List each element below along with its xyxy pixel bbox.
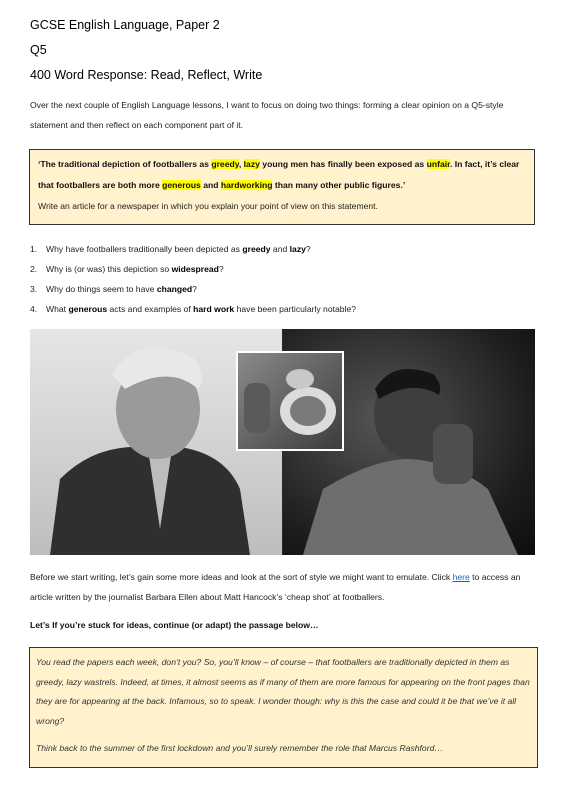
list-item (30, 279, 356, 299)
list-text: ? (218, 264, 224, 274)
list-text: Why is (or was) this depiction so (46, 264, 172, 274)
list-number: 1. (30, 244, 38, 254)
passage-box (29, 647, 538, 768)
passage-paragraph: You read the papers each week, don’t you? So, you’ll know – of course – that footballers are traditionally depicted in them as greedy, lazy wastrels. Indeed, at times, it almost seems as if many of them are more famous for appearing on the front pages than they are for appearing at the back. Infamous, so to speak. I wonder though: why is this the case and could it be that we’ve it all wrong? (36, 657, 530, 726)
list-text: Why have footballers traditionally been depicted as (46, 244, 243, 254)
list-bold: changed (156, 284, 193, 294)
list-text: have been particularly notable? (234, 304, 357, 314)
stuck-heading: Let’s If you’re stuck for ideas, continue (or adapt) the passage below… (30, 620, 319, 630)
quote-text: young men has finally been exposed as (259, 159, 427, 169)
question-number: Q5 (30, 43, 47, 57)
list-text: and (270, 244, 290, 254)
list-bold: widespread (171, 264, 219, 274)
list-item (30, 259, 356, 279)
statement-quote (38, 154, 526, 196)
highlight-unfair: unfair (426, 159, 450, 169)
list-text: ? (192, 284, 197, 294)
photo-montage (30, 329, 535, 555)
list-bold: lazy (289, 244, 306, 254)
list-number: 2. (30, 264, 38, 274)
list-text: ? (305, 244, 311, 254)
list-bold: greedy (242, 244, 271, 254)
para-text: Before we start writing, let’s gain some more ideas and look at the sort of style we might want to emulate. Click (30, 572, 453, 582)
list-bold: hard work (193, 304, 235, 314)
list-text: Why do things seem to have (46, 284, 157, 294)
list-text: acts and examples of (107, 304, 194, 314)
quote-text: and (200, 180, 221, 190)
list-item (30, 239, 356, 259)
list-number: 3. (30, 284, 38, 294)
list-bold: generous (68, 304, 108, 314)
statement-box (29, 149, 535, 225)
quote-text: , (238, 159, 244, 169)
photo-inset-school-meal (236, 351, 344, 451)
list-item (30, 299, 356, 319)
quote-text: than many other public figures.’ (272, 180, 406, 190)
highlight-generous: generous (162, 180, 201, 190)
quote-text: ‘The traditional depiction of footballers as (38, 159, 212, 169)
passage-paragraph: Think back to the summer of the first lockdown and you’ll surely remember the role that Marcus Rashford… (36, 743, 443, 753)
meal-plate-image (238, 353, 342, 449)
here-link[interactable]: here (452, 572, 470, 582)
page-subtitle: 400 Word Response: Read, Reflect, Write (30, 68, 263, 82)
para-text: to access an article written by the journalist Barbara Ellen about Matt Hancock’s ‘cheap shot’ at footballers. (30, 572, 521, 602)
question-list (30, 239, 356, 319)
quote-text: . In fact, it’s clear that footballers are both more (38, 159, 520, 190)
highlight-hardworking: hardworking (220, 180, 273, 190)
list-number: 4. (30, 304, 38, 314)
list-text: What (46, 304, 69, 314)
highlight-lazy: lazy (243, 159, 260, 169)
page-title: GCSE English Language, Paper 2 (30, 18, 220, 32)
article-paragraph (30, 567, 540, 607)
highlight-greedy: greedy (211, 159, 239, 169)
intro-paragraph: Over the next couple of English Language lessons, I want to focus on doing two things: forming a clear opinion on a Q5-style statement and then reflect on each component part of it. (30, 100, 504, 130)
statement-task: Write an article for a newspaper in which you explain your point of view on this statement. (38, 201, 378, 211)
